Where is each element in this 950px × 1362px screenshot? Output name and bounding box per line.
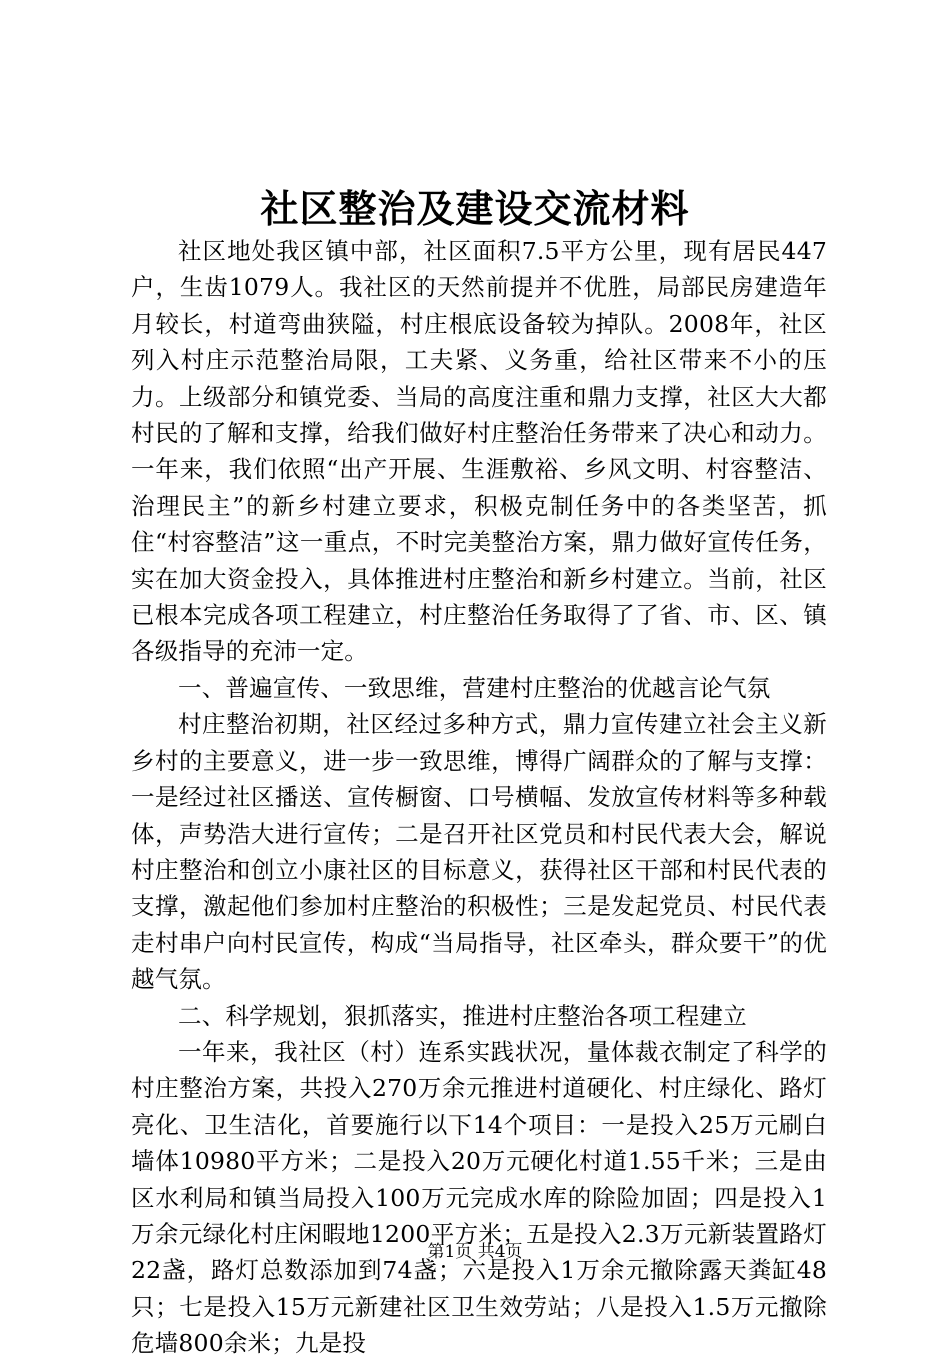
- page-number-footer: 第1页 共4页: [427, 1242, 523, 1262]
- section-heading-1: 一、普遍宣传、一致思维，营建村庄整治的优越言论气氛: [178, 673, 771, 702]
- document-body: [131, 233, 827, 1362]
- paragraph-planning: 一年来，我社区（村）连系实践状况，量体裁衣制定了科学的村庄整治方案，共投入270万余元推进村道硬化、村庄绿化、路灯亮化、卫生洁化，首要施行以下14个项目：一是投入25万元刷白墙体10980平方米；二是投入20万元硬化村道1.55千米；三是由区水利局和镇当局投入100万元完成水库的除险加固；四是投入1万余元绿化村庄闲暇地1200平方米；五是投入2.3万元新装置路灯22盏，路灯总数添加到74盏；六是投入1万余元撤除露天粪缸48只；七是投入15万元新建社区卫生效劳站；八是投入1.5万元撤除危墙800余米；九是投: [131, 1037, 827, 1358]
- paragraph-publicity: 村庄整治初期，社区经过多种方式，鼎力宣传建立社会主义新乡村的主要意义，进一步一致思维，博得广阔群众的了解与支撑：一是经过社区播送、宣传橱窗、口号横幅、发放宣传材料等多种载体，声势浩大进行宣传；二是召开社区党员和村民代表大会，解说村庄整治和创立小康社区的目标意义，获得社区干部和村民代表的支撑，激起他们参加村庄整治的积极性；三是发起党员、村民代表走村串户向村民宣传，构成“当局指导，社区牵头，群众要干”的优越气氛。: [131, 710, 827, 994]
- paragraph-intro: 社区地处我区镇中部，社区面积7.5平方公里，现有居民447户，生齿1079人。我社区的天然前提并不优胜，局部民房建造年月较长，村道弯曲狭隘，村庄根底设备较为掉队。2008年，社区列入村庄示范整治局限，工夫紧、义务重，给社区带来不小的压力。上级部分和镇党委、当局的高度注重和鼎力支撑，社区大大都村民的了解和支撑，给我们做好村庄整治任务带来了决心和动力。一年来，我们依照“出产开展、生涯敷裕、乡风文明、村容整洁、治理民主”的新乡村建立要求，积极克制任务中的各类坚苦，抓住“村容整洁”这一重点，不时完美整治方案，鼎力做好宣传任务，实在加大资金投入，具体推进村庄整治和新乡村建立。当前，社区已根本完成各项工程建立，村庄整治任务取得了了省、市、区、镇各级指导的充沛一定。: [131, 237, 827, 666]
- document-title: 社区整治及建设交流材料: [260, 186, 690, 231]
- section-heading-2: 二、科学规划，狠抓落实，推进村庄整治各项工程建立: [178, 1001, 747, 1030]
